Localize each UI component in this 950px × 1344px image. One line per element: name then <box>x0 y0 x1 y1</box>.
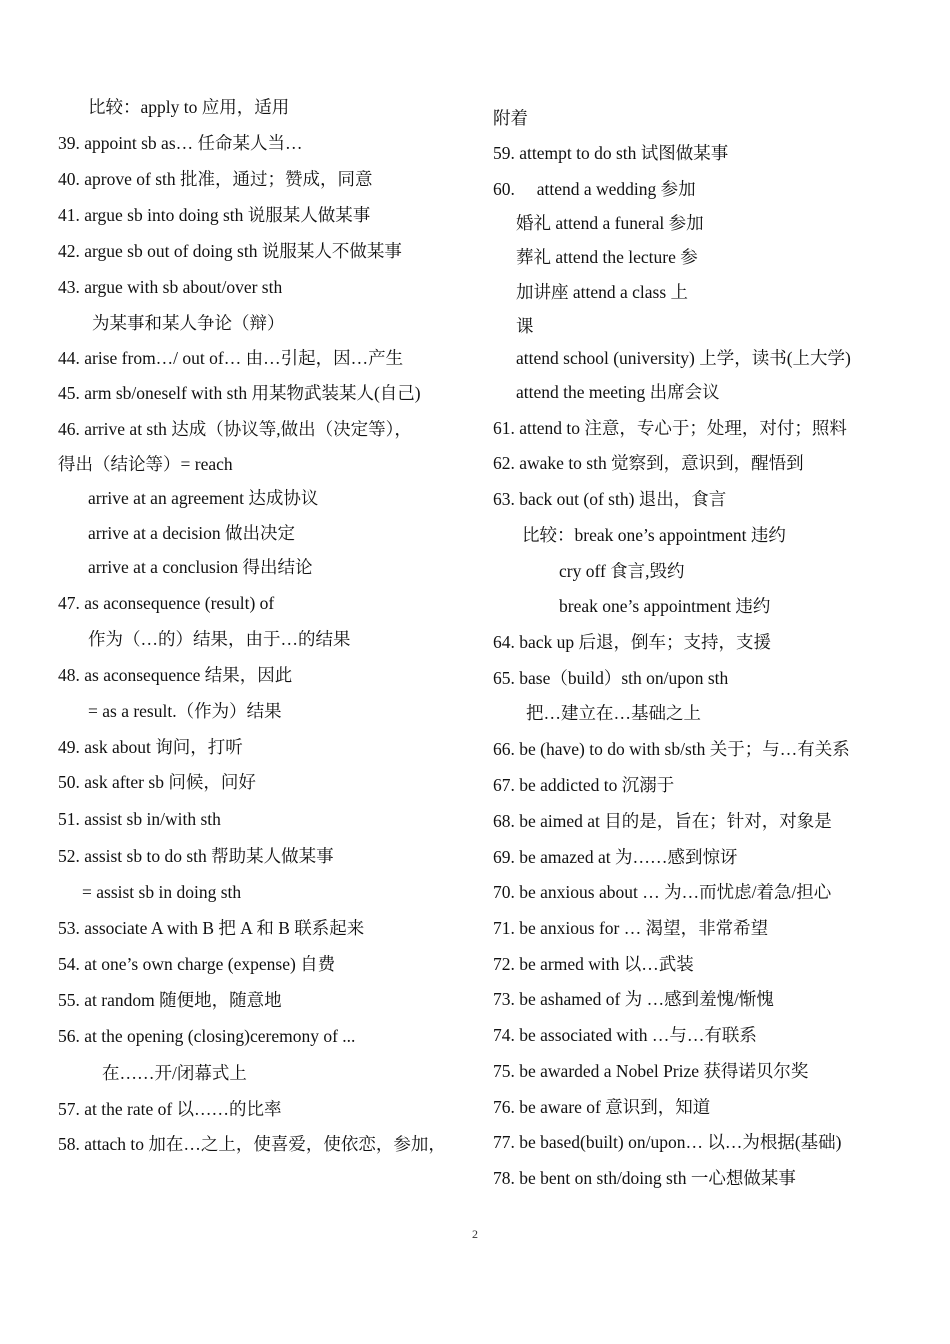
text-line: 70. be anxious about … 为…而忧虑/着急/担心 <box>493 882 832 902</box>
text-line: 56. at the opening (closing)ceremony of ... <box>58 1026 356 1046</box>
text-line: 附着 <box>493 108 528 128</box>
text-line: 婚礼 attend a funeral 参加 <box>516 213 704 233</box>
text-line: 65. base（build）sth on/upon sth <box>493 668 729 688</box>
text-line: 57. at the rate of 以……的比率 <box>58 1099 282 1119</box>
text-line: 63. back out (of sth) 退出，食言 <box>493 489 727 509</box>
text-line: 77. be based(built) on/upon… 以…为根据(基础) <box>493 1132 842 1152</box>
text-line: 加讲座 attend a class 上 <box>516 282 689 302</box>
text-line: break one’s appointment 违约 <box>559 596 771 616</box>
text-line: 50. ask after sb 问候，问好 <box>58 772 256 792</box>
text-line: 72. be armed with 以…武装 <box>493 954 694 974</box>
text-line: 69. be amazed at 为……感到惊讶 <box>493 847 738 867</box>
text-line: 52. assist sb to do sth 帮助某人做某事 <box>58 846 334 866</box>
text-line: 51. assist sb in/with sth <box>58 809 221 829</box>
page-number: 2 <box>472 1227 478 1241</box>
text-line: 78. be bent on sth/doing sth 一心想做某事 <box>493 1168 796 1188</box>
text-line: 66. be (have) to do with sb/sth 关于；与…有关系 <box>493 739 850 759</box>
text-line: 76. be aware of 意识到，知道 <box>493 1097 711 1117</box>
text-line: 43. argue with sb about/over sth <box>58 277 283 297</box>
text-line: 葬礼 attend the lecture 参 <box>516 247 698 267</box>
text-line: = as a result.（作为）结果 <box>88 701 282 721</box>
text-line: 73. be ashamed of 为 …感到羞愧/惭愧 <box>493 989 774 1009</box>
text-line: 41. argue sb into doing sth 说服某人做某事 <box>58 205 371 225</box>
text-line: 比较：break one’s appointment 违约 <box>522 525 786 545</box>
text-line: 53. associate A with B 把 A 和 B 联系起来 <box>58 918 365 938</box>
text-line: 74. be associated with …与…有联系 <box>493 1025 757 1045</box>
text-line: attend school (university) 上学，读书(上大学) <box>516 348 851 368</box>
text-line: 71. be anxious for … 渴望，非常希望 <box>493 918 769 938</box>
text-line: 作为（…的）结果，由于…的结果 <box>88 629 351 649</box>
text-line: 48. as aconsequence 结果，因此 <box>58 665 293 685</box>
text-line: arrive at an agreement 达成协议 <box>88 488 319 508</box>
text-line: cry off 食言,毁约 <box>559 561 685 581</box>
text-line: 得出（结论等）= reach <box>58 454 233 474</box>
text-line: 42. argue sb out of doing sth 说服某人不做某事 <box>58 241 402 261</box>
text-line: 55. at random 随便地，随意地 <box>58 990 282 1010</box>
text-line: 58. attach to 加在…之上，使喜爱，使依恋，参加， <box>58 1134 446 1154</box>
text-line: 比较：apply to 应用，适用 <box>88 97 290 117</box>
text-line: attend the meeting 出席会议 <box>516 382 720 402</box>
text-line: 68. be aimed at 目的是，旨在；针对，对象是 <box>493 811 832 831</box>
text-line: 为某事和某人争论（辩） <box>92 313 285 333</box>
text-line: 61. attend to 注意，专心于；处理，对付；照料 <box>493 418 847 438</box>
text-line: 67. be addicted to 沉溺于 <box>493 775 675 795</box>
text-line: 把…建立在…基础之上 <box>526 703 701 723</box>
text-line: 62. awake to sth 觉察到，意识到，醒悟到 <box>493 453 804 473</box>
text-line: 课 <box>516 316 534 336</box>
text-line: 在……开/闭幕式上 <box>102 1063 247 1083</box>
text-line: 40. aprove of sth 批准，通过；赞成，同意 <box>58 169 373 189</box>
text-line: 54. at one’s own charge (expense) 自费 <box>58 954 336 974</box>
text-line: 46. arrive at sth 达成（协议等,做出（决定等）， <box>58 419 412 439</box>
text-line: 64. back up 后退，倒车；支持，支援 <box>493 632 772 652</box>
text-line: 47. as aconsequence (result) of <box>58 593 275 613</box>
text-line: 44. arise from…/ out of… 由…引起，因…产生 <box>58 348 404 368</box>
text-line: 59. attempt to do sth 试图做某事 <box>493 143 729 163</box>
text-line: 45. arm sb/oneself with sth 用某物武装某人(自己) <box>58 383 421 403</box>
text-line: arrive at a decision 做出决定 <box>88 523 296 543</box>
text-line: 49. ask about 询问，打听 <box>58 737 243 757</box>
text-line: 75. be awarded a Nobel Prize 获得诺贝尔奖 <box>493 1061 809 1081</box>
text-line: arrive at a conclusion 得出结论 <box>88 557 313 577</box>
text-line: 60. attend a wedding 参加 <box>493 179 696 199</box>
text-line: 39. appoint sb as… 任命某人当… <box>58 133 303 153</box>
text-line: = assist sb in doing sth <box>82 882 242 902</box>
